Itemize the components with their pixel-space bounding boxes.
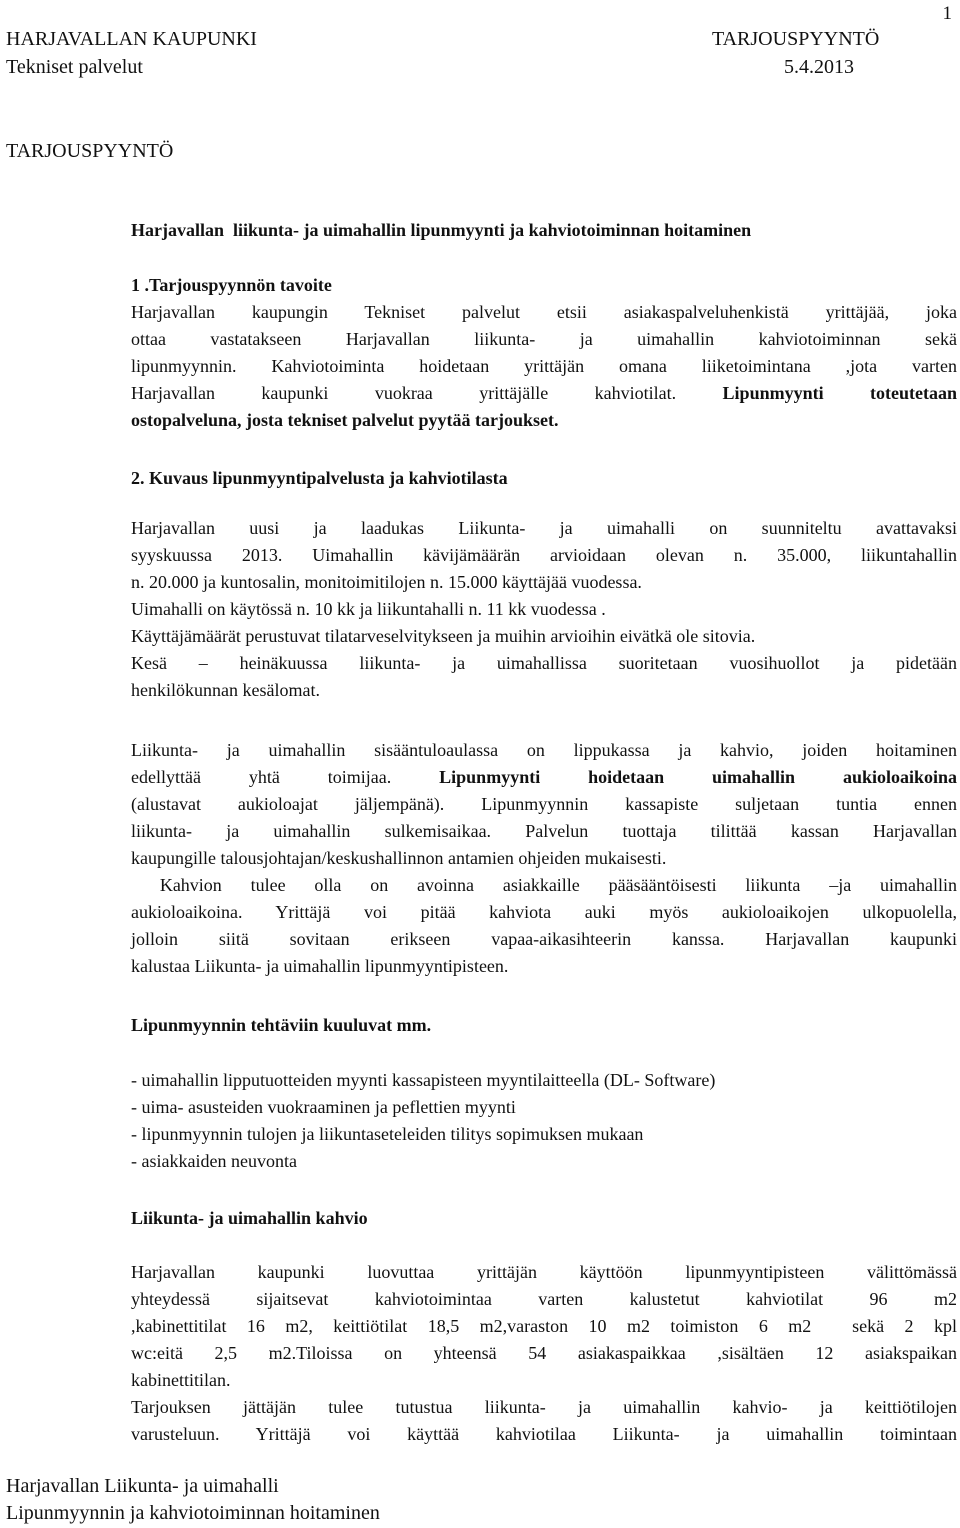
tasks-item: - uima- asusteiden vuokraaminen ja peflettien myynti xyxy=(131,1097,516,1117)
section2-line: henkilökunnan kesälomat. xyxy=(131,680,320,700)
section2-line: n. 20.000 ja kuntosalin, monitoimitilojen n. 15.000 käyttäjää vuodessa. xyxy=(131,572,642,592)
footer-line1: Harjavallan Liikunta- ja uimahalli xyxy=(6,1475,279,1497)
section2-line: Kesä – heinäkuussa liikunta- ja uimahallissa suoritetaan vuosihuollot ja pidetään xyxy=(131,653,957,673)
section2-line: Uimahalli on käytössä n. 10 kk ja liikuntahalli n. 11 kk vuodessa . xyxy=(131,599,606,619)
cafe-heading: Liikunta- ja uimahallin kahvio xyxy=(131,1208,368,1228)
section1-line: Harjavallan kaupungin Tekniset palvelut etsii asiakaspalveluhenkistä yrittäjää, joka xyxy=(131,302,957,322)
section2-p2-bold: Lipunmyynti hoidetaan uimahallin aukioloaikoina xyxy=(439,767,957,787)
tasks-item: - lipunmyynnin tulojen ja liikuntaseteleiden tilitys sopimuksen mukaan xyxy=(131,1124,644,1144)
tasks-heading: Lipunmyynnin tehtäviin kuuluvat mm. xyxy=(131,1015,432,1035)
section1-line-plain: Harjavallan kaupunki vuokraa yrittäjälle kahviotilat. xyxy=(131,383,677,403)
cafe-line: wc:eitä 2,5 m2.Tiloissa on yhteensä 54 asiakaspaikkaa ,sisältäen 12 asiakspaikan xyxy=(131,1343,957,1363)
header-doc-type: TARJOUSPYYNTÖ xyxy=(712,28,880,50)
section2-p2-plain: edellyttää yhtä toimijaa. xyxy=(131,767,392,787)
section2-p2-line: aukioloaikoina. Yrittäjä voi pitää kahviota auki myös aukioloaikojen ulkopuolella, xyxy=(131,902,957,922)
page-number: 1 xyxy=(942,3,952,24)
section1-heading: 1 .Tarjouspyynnön tavoite xyxy=(131,275,332,295)
section2-para2 xyxy=(131,737,957,980)
section2-p2-line: (alustavat aukioloajat jäljempänä). Lipunmyynnin kassapiste suljetaan tuntia ennen xyxy=(131,794,957,814)
section2-p2-line: kalustaa Liikunta- ja uimahallin lipunmyyntipisteen. xyxy=(131,956,509,976)
section2-p2-line-mixed xyxy=(131,764,957,791)
cafe-line: kabinettitilan. xyxy=(131,1370,231,1390)
tasks-item: - asiakkaiden neuvonta xyxy=(131,1151,297,1171)
section2-p2-line: kaupungille talousjohtajan/keskushallinnon antamien ohjeiden mukaisesti. xyxy=(131,848,667,868)
cafe-line: yhteydessä sijaitsevat kahviotoimintaa varten kalustetut kahviotilat 96 m2 xyxy=(131,1289,957,1309)
tasks-item: - uimahallin lipputuotteiden myynti kassapisteen myyntilaitteella (DL- Software) xyxy=(131,1070,716,1090)
section1-line-mixed xyxy=(131,380,957,407)
section1-line: lipunmyynnin. Kahviotoiminta hoidetaan yrittäjän omana liiketoimintana ,jota varten xyxy=(131,356,957,376)
subject-heading: Harjavallan liikunta- ja uimahallin lipunmyynti ja kahviotoiminnan hoitaminen xyxy=(131,220,752,240)
footer-line2: Lipunmyynnin ja kahviotoiminnan hoitaminen xyxy=(6,1502,380,1524)
section1-body xyxy=(131,299,957,434)
header-date: 5.4.2013 xyxy=(784,56,854,78)
section1-line: ottaa vastatakseen Harjavallan liikunta- ja uimahallin kahviotoiminnan sekä xyxy=(131,329,957,349)
section2-p2-line: jolloin siitä sovitaan erikseen vapaa-aikasihteerin kanssa. Harjavallan kaupunki xyxy=(131,929,957,949)
section2-line: syyskuussa 2013. Uimahallin kävijämäärän arvioidaan olevan n. 35.000, liikuntahallin xyxy=(131,545,957,565)
section2-p2-line: Kahvion tulee olla on avoinna asiakkaille pääsääntöisesti liikunta –ja uimahallin xyxy=(131,875,957,895)
section2-heading: 2. Kuvaus lipunmyyntipalvelusta ja kahviotilasta xyxy=(131,468,508,488)
section2-p2-line: liikunta- ja uimahallin sulkemisaikaa. Palvelun tuottaja tilittää kassan Harjavallan xyxy=(131,821,957,841)
section1-bold-line: ostopalveluna, josta tekniset palvelut pyytää tarjoukset. xyxy=(131,410,559,430)
cafe-line: varusteluun. Yrittäjä voi käyttää kahviotilaa Liikunta- ja uimahallin toimintaan xyxy=(131,1424,957,1444)
section2-line: Käyttäjämäärät perustuvat tilatarveselvitykseen ja muihin arvioihin eivätkä ole sitovia. xyxy=(131,626,756,646)
cafe-body xyxy=(131,1259,957,1448)
section1-line-bold: Lipunmyynti toteutetaan xyxy=(722,383,957,403)
section2-p2-line: Liikunta- ja uimahallin sisääntuloaulassa on lippukassa ja kahvio, joiden hoitaminen xyxy=(131,740,957,760)
header-org: HARJAVALLAN KAUPUNKI xyxy=(6,28,257,50)
section2-para1 xyxy=(131,515,957,704)
cafe-line: Harjavallan kaupunki luovuttaa yrittäjän käyttöön lipunmyyntipisteen välittömässä xyxy=(131,1262,957,1282)
cafe-line: Tarjouksen jättäjän tulee tutustua liikunta- ja uimahallin kahvio- ja keittiötilojen xyxy=(131,1397,957,1417)
section2-line: Harjavallan uusi ja laadukas Liikunta- ja uimahalli on suunniteltu avattavaksi xyxy=(131,518,957,538)
cafe-line: ,kabinettitilat 16 m2, keittiötilat 18,5 m2,varaston 10 m2 toimiston 6 m2 sekä 2 kpl xyxy=(131,1316,957,1336)
header-dept: Tekniset palvelut xyxy=(6,56,143,78)
page-title: TARJOUSPYYNTÖ xyxy=(6,140,174,162)
